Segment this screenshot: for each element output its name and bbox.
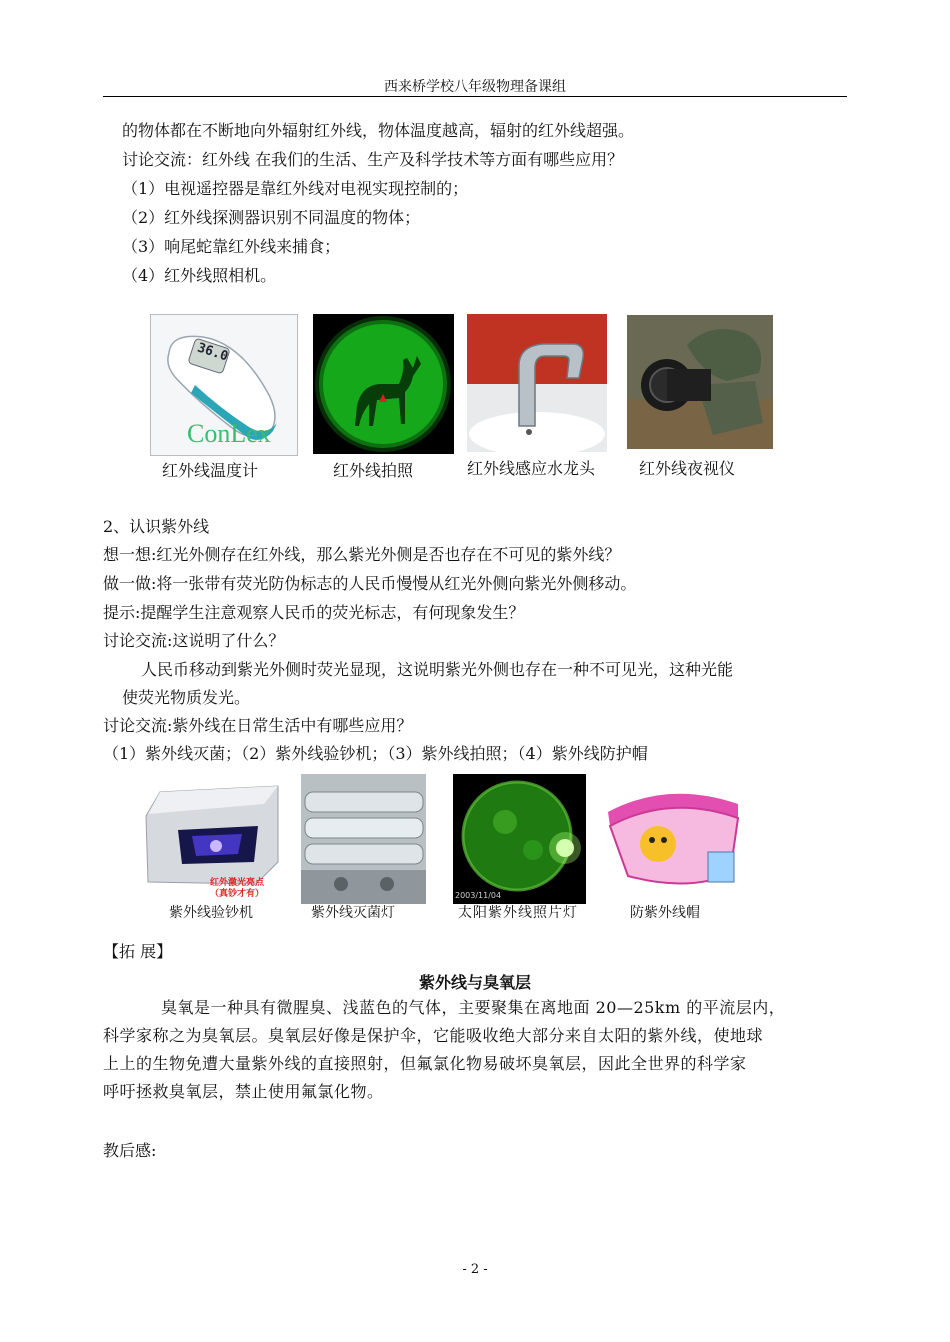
page-header: 西来桥学校八年级物理备课组 bbox=[384, 79, 566, 95]
reflection-label: 教后感: bbox=[103, 1141, 157, 1160]
uv-lamp-photo bbox=[301, 774, 426, 904]
checker-label-1: 红外激光亮点 bbox=[210, 878, 265, 888]
extend-label: 【拓 展】 bbox=[103, 942, 173, 961]
caption-uv-lamp: 紫外线灭菌灯 bbox=[311, 905, 395, 921]
ir-faucet-photo bbox=[467, 314, 607, 452]
uv-answer-line2: 使荧光物质发光。 bbox=[122, 688, 251, 707]
caption-uv-visor: 防紫外线帽 bbox=[630, 905, 700, 921]
caption-ir-nightvision: 红外线夜视仪 bbox=[639, 459, 736, 478]
uv-hint: 提示:提醒学生注意观察人民币的荧光标志，有何现象发生？ bbox=[103, 603, 525, 622]
header-rule bbox=[103, 96, 847, 97]
ir-nightvision-photo bbox=[627, 315, 773, 449]
page-number: - 2 - bbox=[462, 1262, 488, 1277]
thermometer-display: 36.0 bbox=[195, 340, 230, 365]
uv-uses: （1）紫外线灭菌；（2）紫外线验钞机；（3）紫外线拍照；（4）紫外线防护帽 bbox=[103, 744, 648, 763]
uv-visor-photo bbox=[598, 774, 748, 904]
extend-title: 紫外线与臭氧层 bbox=[418, 973, 531, 992]
uv-discuss-2: 讨论交流:紫外线在日常生活中有哪些应用？ bbox=[103, 716, 413, 735]
extend-para-line-4: 呼吁拯救臭氧层，禁止使用氟氯化物。 bbox=[103, 1082, 384, 1101]
extend-para-line-1: 臭氧是一种具有微腥臭、浅蓝色的气体，主要聚集在离地面 20—25km 的平流层内， bbox=[161, 998, 786, 1017]
thermometer-watermark: ConLex bbox=[187, 419, 271, 448]
caption-ir-faucet: 红外线感应水龙头 bbox=[467, 459, 596, 478]
sun-date: 2003/11/04 bbox=[455, 891, 502, 900]
ir-use-1: （1）电视遥控器是靠红外线对电视实现控制的； bbox=[122, 179, 469, 198]
caption-ir-photo: 红外线拍照 bbox=[333, 461, 414, 480]
caption-uv-sun: 太阳紫外线照片灯 bbox=[458, 905, 578, 921]
ir-question: 讨论交流：红外线 在我们的生活、生产及科学技术等方面有哪些应用？ bbox=[122, 150, 624, 169]
uv-answer-line1: 人民币移动到紫光外侧时荧光显现，这说明紫光外侧也存在一种不可见光，这种光能 bbox=[141, 660, 734, 679]
uv-discuss-1: 讨论交流:这说明了什么？ bbox=[103, 631, 285, 650]
uv-sun-photo bbox=[453, 774, 586, 904]
ir-deer-photo bbox=[313, 314, 454, 454]
ir-line1: 的物体都在不断地向外辐射红外线，物体温度越高，辐射的红外线超强。 bbox=[122, 121, 635, 140]
ir-thermometer-photo bbox=[150, 314, 298, 456]
ir-use-2: （2）红外线探测器识别不同温度的物体； bbox=[122, 208, 421, 227]
extend-para-line-2: 科学家称之为臭氧层。臭氧层好像是保护伞，它能吸收绝大部分来自太阳的紫外线，使地球 bbox=[103, 1026, 764, 1045]
caption-uv-checker: 紫外线验钞机 bbox=[169, 905, 253, 921]
uv-checker-photo bbox=[138, 774, 286, 904]
uv-think: 想一想:红光外侧存在红外线，那么紫光外侧是否也存在不可见的紫外线？ bbox=[103, 545, 621, 564]
uv-heading: 2、认识紫外线 bbox=[103, 517, 210, 536]
uv-do: 做一做:将一张带有荧光防伪标志的人民币慢慢从红光外侧向紫光外侧移动。 bbox=[103, 574, 637, 593]
ir-use-3: （3）响尾蛇靠红外线来捕食； bbox=[122, 237, 341, 256]
caption-ir-thermometer: 红外线温度计 bbox=[162, 461, 259, 480]
extend-para-line-3: 上上的生物免遭大量紫外线的直接照射，但氟氯化物易破坏臭氧层，因此全世界的科学家 bbox=[103, 1054, 747, 1073]
checker-label-2: （真钞才有） bbox=[210, 889, 265, 899]
ir-use-4: （4）红外线照相机。 bbox=[122, 266, 277, 285]
